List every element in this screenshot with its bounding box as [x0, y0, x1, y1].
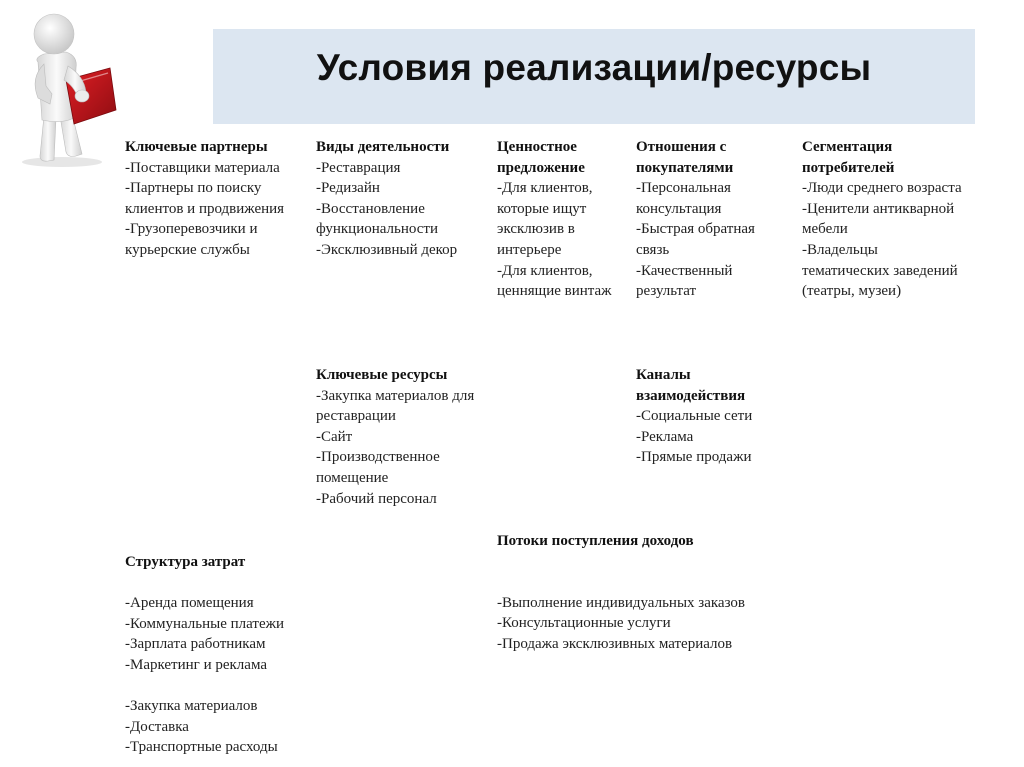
cost-structure-list-2 [125, 696, 325, 758]
list-item: -Ценители антикварной мебели [802, 200, 955, 238]
list-item: -Транспортные расходы [125, 739, 278, 756]
customer-relationships-heading: Отношения с покупателями [636, 139, 734, 176]
list-item: -Выполнение индивидуальных заказов [497, 594, 745, 611]
customer-segments-list [802, 178, 962, 302]
key-activities-list [316, 158, 488, 261]
key-resources-heading: Ключевые ресурсы [316, 367, 448, 383]
list-item: -Аренда помещения [125, 595, 254, 612]
value-proposition-list [497, 178, 635, 302]
list-item: -Закупка материалов для реставрации [316, 387, 475, 425]
list-item: -Редизайн [316, 180, 380, 197]
list-item: -Качественный результат [636, 262, 733, 300]
list-item: -Люди среднего возраста [802, 180, 962, 197]
customer-segments-block [802, 137, 962, 302]
list-item: -Социальные сети [636, 408, 753, 425]
list-item: -Рабочий персонал [316, 490, 437, 507]
key-partners-block [125, 137, 310, 261]
list-item: -Консультационные услуги [497, 615, 671, 632]
list-item: -Маркетинг и реклама [125, 656, 267, 673]
list-item: -Прямые продажи [636, 449, 752, 466]
value-proposition-block [497, 137, 635, 302]
channels-heading: Каналы взаимодействия [636, 367, 746, 404]
customer-relationships-block [636, 137, 781, 302]
list-item: -Грузоперевозчики и курьерские службы [125, 221, 258, 258]
key-resources-block [316, 365, 481, 509]
key-partners-list [125, 158, 310, 261]
key-partners-heading: Ключевые партнеры [125, 139, 268, 155]
channels-list [636, 406, 786, 468]
cost-structure-list-1 [125, 593, 325, 675]
list-item: -Коммунальные платежи [125, 615, 284, 632]
revenue-streams-list [497, 593, 817, 655]
list-item: -Реставрация [316, 159, 401, 176]
list-item: -Эксклюзивный декор [316, 241, 458, 258]
person-reading-book-illustration [4, 6, 126, 171]
cost-structure-heading: Структура затрат [125, 554, 246, 570]
list-item: -Доставка [125, 718, 189, 735]
list-item: -Закупка материалов [125, 698, 258, 715]
list-item: -Продажа эксклюзивных материалов [497, 635, 733, 652]
key-activities-block [316, 137, 488, 261]
list-item: -Зарплата работникам [125, 636, 266, 653]
list-item: -Для клиентов, ценнящие винтаж [497, 262, 612, 300]
customer-relationships-list [636, 178, 781, 302]
list-item: -Сайт [316, 428, 353, 445]
cost-structure-block [125, 552, 325, 758]
list-item: -Персональная консультация [636, 180, 731, 217]
list-item: -Реклама [636, 428, 694, 445]
customer-segments-heading: Сегментация потребителей [802, 139, 895, 176]
list-item: -Для клиентов, которые ищут эксклюзив в интерьере [497, 180, 593, 258]
person-reading-red-book-icon [4, 6, 126, 171]
revenue-streams-block [497, 531, 817, 654]
list-item: -Быстрая обратная связь [636, 221, 755, 258]
page-title: Условия реализации/ресурсы [316, 47, 872, 88]
list-item: -Поставщики материала [125, 159, 280, 176]
revenue-streams-heading: Потоки поступления доходов [497, 533, 694, 549]
list-item: -Производственное помещение [316, 449, 440, 486]
list-item: -Партнеры по поиску клиентов и продвижения [125, 180, 285, 217]
list-item: -Владельцы тематических заведений (театры, музеи) [802, 241, 958, 300]
key-resources-list [316, 386, 481, 510]
channels-block [636, 365, 786, 468]
value-proposition-heading: Ценностное предложение [497, 139, 585, 176]
list-item: -Восстановление функциональности [316, 200, 438, 238]
key-activities-heading: Виды деятельности [316, 139, 450, 155]
